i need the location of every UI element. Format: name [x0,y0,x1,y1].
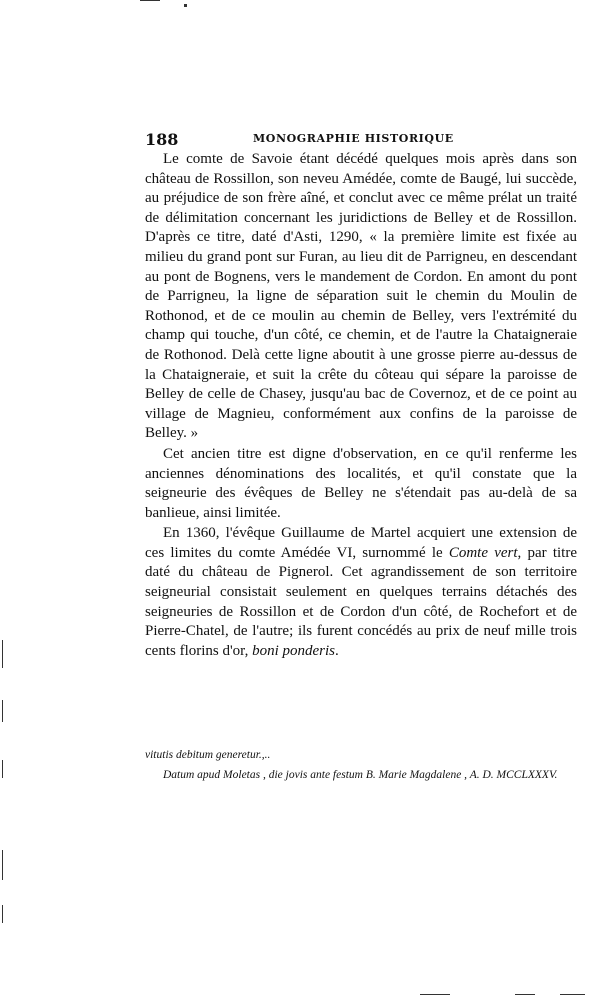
footnote-line-1: vitutis debitum generetur.,.. [145,749,271,761]
paragraph-3-text-c: . [335,642,339,659]
paragraph-3-italic-boni-ponderis: boni ponderis [252,642,336,659]
footnote-line-2: Datum apud Moletas , die jovis ante festum B. Marie Magdalene , A. D. MCCLXXXV. [163,769,558,781]
paragraph-3-text-b: , par titre daté du château de Pignerol. Cet agrandissement de son territoire seigneurial consistait seulement en quelques terrains détachés des seigneuries de Rossillon et de Cordon d'un côté, de Rochefort et de Pierre-Chatel, de l'autre; ils furent concédés au prix de neuf mille trois cents florins d'or, [145,544,577,659]
page-header [145,130,595,150]
paragraph-3-italic-comte-vert: Comte vert [448,544,518,561]
scan-mark-bottom-2 [515,994,535,995]
body-text [145,150,577,661]
paragraph-3-text-a: En 1360, l'évêque Guillaume de Martel acquiert une extension de ces limites du comte Amédée VI, surnommé le [145,525,577,561]
page-number: 188 [145,130,179,149]
scan-mark-bottom-1 [420,994,450,995]
scan-mark-bottom-3 [560,994,585,995]
paragraph-2: Cet ancien titre est digne d'observation, en ce qu'il renferme les anciennes dénominations des localités, et qu'il constate que la seigneurie des évêques de Belley ne s'étendait pas au-delà de sa banlieue, ainsi limitée. [145,445,577,521]
running-head: MONOGRAPHIE HISTORIQUE [253,132,454,145]
scan-mark-left-3 [2,760,3,778]
scan-mark-top [140,0,160,1]
scan-mark-left-4 [2,850,3,880]
footnotes [145,745,585,785]
paragraph-3 [145,524,577,661]
scan-mark-left-2 [2,700,3,722]
scan-mark-top-dot [184,4,187,7]
paragraph-1: Le comte de Savoie étant décédé quelques mois après dans son château de Rossillon, son neveu Amédée, comte de Baugé, lui succède, au préjudice de son frère aîné, et conclut avec ce même prélat un traité de délimitation concernant les juridictions de Belley et de Rossillon. D'après ce titre, daté d'Asti, 1290, « la première limite est fixée au milieu du grand pont sur Furan, au lieu dit de Parrigneu, en descendant au pont de Bognens, vers le mandement de Cordon. En amont du pont de Parrigneu, la ligne de séparation suit le chemin du Moulin de Rothonod, et de ce moulin au chemin de Belley, vers l'extrémité du champ qui touche, d'un côté, ce chemin, et de l'autre la Chataigneraie de Rothonod. Delà cette ligne aboutit à une grosse pierre au-dessus de la Chataigneraie, et suit la crête du côteau qui sépare la paroisse de Belley de celle de Chasey, jusqu'au bac de Covernoz, et de ce point au village de Magnieu, conformément aux confins de la paroisse de Belley. » [145,151,577,442]
scan-mark-left-5 [2,905,3,923]
scan-mark-left-1 [2,640,3,668]
